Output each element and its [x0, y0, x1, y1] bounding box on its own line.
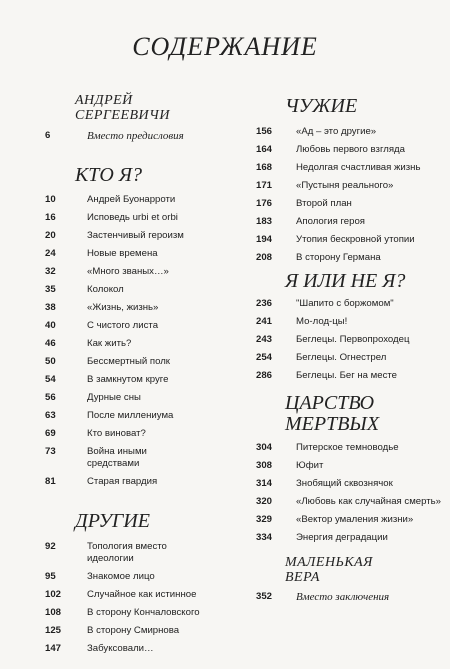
- toc-entry[interactable]: [256, 162, 446, 174]
- entry-label: Беглецы. Бег на месте: [296, 370, 398, 381]
- toc-entry[interactable]: [256, 370, 446, 382]
- toc-entry[interactable]: [45, 266, 225, 278]
- entry-label: Кто виноват?: [87, 428, 146, 439]
- toc-entry[interactable]: [256, 126, 446, 138]
- entry-label: Новые времена: [87, 248, 158, 259]
- toc-entry[interactable]: [45, 392, 225, 404]
- page-number: 35: [45, 284, 56, 295]
- toc-entry[interactable]: [45, 589, 225, 601]
- entry-label: «Любовь как случайная смерть»: [296, 496, 441, 507]
- entry-label: Старая гвардия: [87, 476, 158, 487]
- toc-entry[interactable]: [45, 410, 225, 422]
- entry-label: Юфит: [296, 460, 324, 471]
- entry-label: Беглецы. Первопроходец: [296, 334, 410, 345]
- page-number: 183: [256, 216, 273, 227]
- page-number: 20: [45, 230, 56, 241]
- toc-entry[interactable]: [256, 216, 446, 228]
- toc-entry[interactable]: [45, 284, 225, 296]
- page-number: 236: [256, 298, 273, 309]
- page-number: 171: [256, 180, 273, 191]
- entry-label: «Ад – это другие»: [296, 126, 377, 137]
- page-number: 10: [45, 194, 56, 205]
- toc-entry[interactable]: [256, 514, 446, 526]
- page-number: 334: [256, 532, 273, 543]
- page-number: 194: [256, 234, 273, 245]
- entry-label: «Много званых…»: [87, 266, 169, 277]
- entry-label: Исповедь urbi et orbi: [87, 212, 178, 223]
- entry-label: «Вектор умаления жизни»: [296, 514, 414, 525]
- toc-entry[interactable]: [45, 248, 225, 260]
- toc-entry[interactable]: [256, 144, 446, 156]
- entry-label: Знобящий сквознячок: [296, 478, 393, 489]
- toc-entry[interactable]: [256, 532, 446, 544]
- section-title-drugie: ДРУГИЕ: [75, 510, 151, 532]
- entry-label: Питерское темноводье: [296, 442, 399, 453]
- entry-label: Вместо заключения: [296, 591, 390, 603]
- entry-label: Андрей Буонарроти: [87, 194, 176, 205]
- page-number: 24: [45, 248, 56, 259]
- toc-entry[interactable]: [45, 446, 225, 470]
- toc-entry[interactable]: [45, 338, 225, 350]
- entry-label: Дурные сны: [87, 392, 141, 403]
- toc-entry[interactable]: [256, 252, 446, 264]
- entry-label: Недолгая счастливая жизнь: [296, 162, 421, 173]
- page-number: 352: [256, 591, 273, 602]
- entry-label: Любовь первого взгляда: [296, 144, 405, 155]
- toc-entry[interactable]: [45, 194, 225, 206]
- toc-entry[interactable]: [45, 374, 225, 386]
- entry-label: Война иными средствами: [87, 446, 147, 469]
- page-number: 308: [256, 460, 273, 471]
- page-number: 73: [45, 446, 56, 457]
- page-number: 164: [256, 144, 273, 155]
- toc-entry[interactable]: [256, 496, 446, 508]
- page-number: 241: [256, 316, 273, 327]
- page-number: 286: [256, 370, 273, 381]
- entry-label: Знакомое лицо: [87, 571, 155, 582]
- section-title-tsarstvo-line2: МЕРТВЫХ: [285, 413, 380, 435]
- page-number: 92: [45, 541, 56, 552]
- page-number: 16: [45, 212, 56, 223]
- page-number: 208: [256, 252, 273, 263]
- page-title: СОДЕРЖАНИЕ: [132, 32, 318, 61]
- entry-label: В сторону Кончаловского: [87, 607, 200, 618]
- entry-label: Как жить?: [87, 338, 132, 349]
- section-title-kto-ya: КТО Я?: [75, 164, 142, 186]
- page-number: 46: [45, 338, 56, 349]
- entry-label: Второй план: [296, 198, 352, 209]
- entry-label: «Пустыня реального»: [296, 180, 394, 191]
- page-number: 81: [45, 476, 56, 487]
- page-number: 156: [256, 126, 273, 137]
- page-number: 38: [45, 302, 56, 313]
- entry-label: Утопия бескровной утопии: [296, 234, 415, 245]
- entry-label: Застенчивый героизм: [87, 230, 184, 241]
- entry-label: Энергия деградации: [296, 532, 388, 543]
- page-number: 63: [45, 410, 56, 421]
- entry-label: Беглецы. Огнестрел: [296, 352, 387, 363]
- section-title-malenkaya-line1: МАЛЕНЬКАЯ: [285, 555, 373, 570]
- page-number: 108: [45, 607, 62, 618]
- toc-entry[interactable]: [45, 643, 225, 655]
- toc-entry[interactable]: [45, 428, 225, 440]
- section-title-tsarstvo-line1: ЦАРСТВО: [285, 392, 375, 414]
- entry-label: Топология вместо идеологии: [87, 541, 167, 564]
- entry-label: «Жизнь, жизнь»: [87, 302, 159, 313]
- entry-label: В сторону Германа: [296, 252, 381, 263]
- page-number: 254: [256, 352, 273, 363]
- toc-entry[interactable]: [256, 334, 446, 346]
- toc-entry[interactable]: [45, 607, 225, 619]
- page-number: 56: [45, 392, 56, 403]
- page-number: 54: [45, 374, 56, 385]
- section-title-malenkaya-line2: ВЕРА: [285, 570, 320, 585]
- toc-entry[interactable]: [256, 352, 446, 364]
- entry-label: Вместо предисловия: [87, 130, 184, 142]
- toc-entry[interactable]: [256, 478, 446, 490]
- toc-entry[interactable]: [256, 460, 446, 472]
- entry-label: Апология героя: [296, 216, 365, 227]
- page-number: 125: [45, 625, 62, 636]
- page-number: 314: [256, 478, 273, 489]
- entry-label: После миллениума: [87, 410, 174, 421]
- entry-label: В сторону Смирнова: [87, 625, 180, 636]
- entry-label: Колокол: [87, 284, 124, 295]
- toc-entry[interactable]: [256, 234, 446, 246]
- entry-label: Случайное как истинное: [87, 589, 197, 600]
- page-number: 168: [256, 162, 273, 173]
- entry-label: Бессмертный полк: [87, 356, 171, 367]
- section-title-ya-ili-ne-ya: Я ИЛИ НЕ Я?: [285, 270, 406, 292]
- page-number: 32: [45, 266, 56, 277]
- toc-entry[interactable]: [256, 198, 446, 210]
- toc-entry[interactable]: [45, 356, 225, 368]
- page-number: 69: [45, 428, 56, 439]
- toc-entry[interactable]: [256, 442, 446, 454]
- toc-entry[interactable]: [45, 212, 225, 224]
- page-number: 40: [45, 320, 56, 331]
- page-number: 320: [256, 496, 273, 507]
- toc-entry[interactable]: [45, 571, 225, 583]
- page-number: 95: [45, 571, 56, 582]
- entry-label: В замкнутом круге: [87, 374, 169, 385]
- page-number: 102: [45, 589, 62, 600]
- page-number: 176: [256, 198, 273, 209]
- toc-entry[interactable]: [256, 316, 446, 328]
- toc-entry[interactable]: [256, 298, 446, 310]
- page-number: 6: [45, 130, 51, 141]
- page-number: 304: [256, 442, 273, 453]
- page-number: 147: [45, 643, 62, 654]
- page-number: 329: [256, 514, 273, 525]
- entry-label: Мо-лод-цы!: [296, 316, 348, 327]
- preface-heading-line2: СЕРГЕЕВИЧИ: [75, 108, 170, 123]
- toc-entry[interactable]: [45, 302, 225, 314]
- section-title-chuzhie: ЧУЖИЕ: [285, 95, 358, 117]
- entry-label: С чистого листа: [87, 320, 159, 331]
- toc-entry[interactable]: [45, 320, 225, 332]
- page-number: 50: [45, 356, 56, 367]
- entry-label: "Шапито с боржомом": [296, 298, 394, 309]
- toc-entry[interactable]: [45, 541, 225, 565]
- toc-entry[interactable]: [45, 476, 225, 488]
- entry-label: Забуксовали…: [87, 643, 154, 654]
- preface-heading-line1: АНДРЕЙ: [75, 93, 133, 108]
- page-number: 243: [256, 334, 273, 345]
- toc-entry[interactable]: [45, 130, 225, 142]
- toc-entry[interactable]: [256, 591, 446, 603]
- toc-entry[interactable]: [45, 230, 225, 242]
- toc-entry[interactable]: [45, 625, 225, 637]
- toc-entry[interactable]: [256, 180, 446, 192]
